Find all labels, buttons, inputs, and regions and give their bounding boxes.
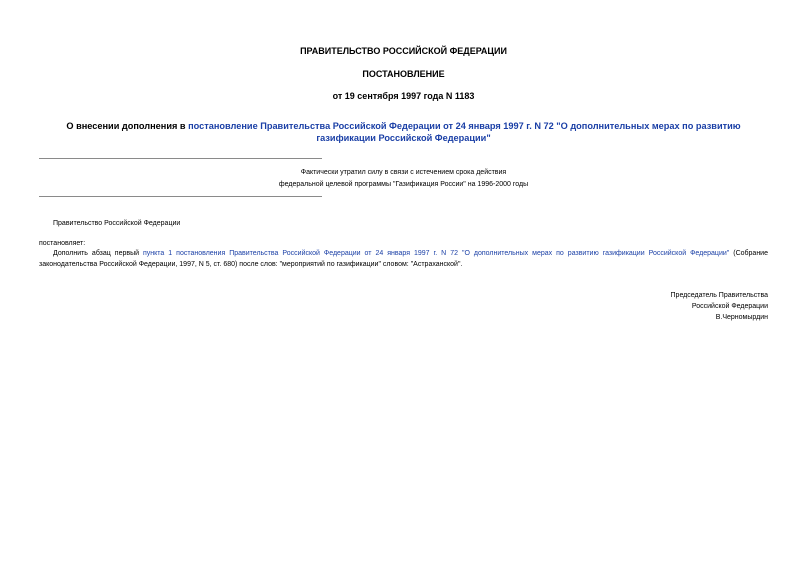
document-title <box>40 121 767 144</box>
note-bottom-rule <box>39 196 322 197</box>
government-heading: ПРАВИТЕЛЬСТВО РОССИЙСКОЙ ФЕДЕРАЦИИ <box>300 46 507 56</box>
decrees-text: постановляет: <box>39 240 86 247</box>
title-prefix: О внесении дополнения в <box>66 121 189 131</box>
issuer-text: Правительство Российской Федерации <box>53 220 181 227</box>
signature-country: Российской Федерации <box>691 303 768 310</box>
document-date-number: от 19 сентября 1997 года N 1183 <box>332 91 475 101</box>
document-type-heading: ПОСТАНОВЛЕНИЕ <box>362 69 445 79</box>
status-note-line-1: Фактически утратил силу в связи с истечением срока действия <box>300 169 507 176</box>
title-referenced-decree-link[interactable]: постановление Правительства Российской Федерации от 24 января 1997 г. N 72 "О дополнительных мерах по развитию газификации Российской Федерации" <box>188 121 741 143</box>
status-note-line-2: федеральной целевой программы "Газификация России" на 1996-2000 годы <box>278 181 529 188</box>
decree-paragraph <box>39 249 768 270</box>
paragraph-referenced-clause-link[interactable]: пункта 1 постановления Правительства Российской Федерации от 24 января 1997 г. N 72 "О дополнительных мерах по развитию газификации Российской Федерации" <box>143 250 730 257</box>
signature-name: В.Черномырдин <box>715 314 768 321</box>
note-top-rule <box>39 158 322 159</box>
signature-position: Председатель Правительства <box>670 292 768 299</box>
paragraph-suffix: (Собрание законодательства Российской Федерации, 1997, N 5, ст. 680) после слов: "мероприятий по газификации" словом: "Астраханской". <box>39 250 768 268</box>
paragraph-prefix: Дополнить абзац первый <box>53 250 143 257</box>
